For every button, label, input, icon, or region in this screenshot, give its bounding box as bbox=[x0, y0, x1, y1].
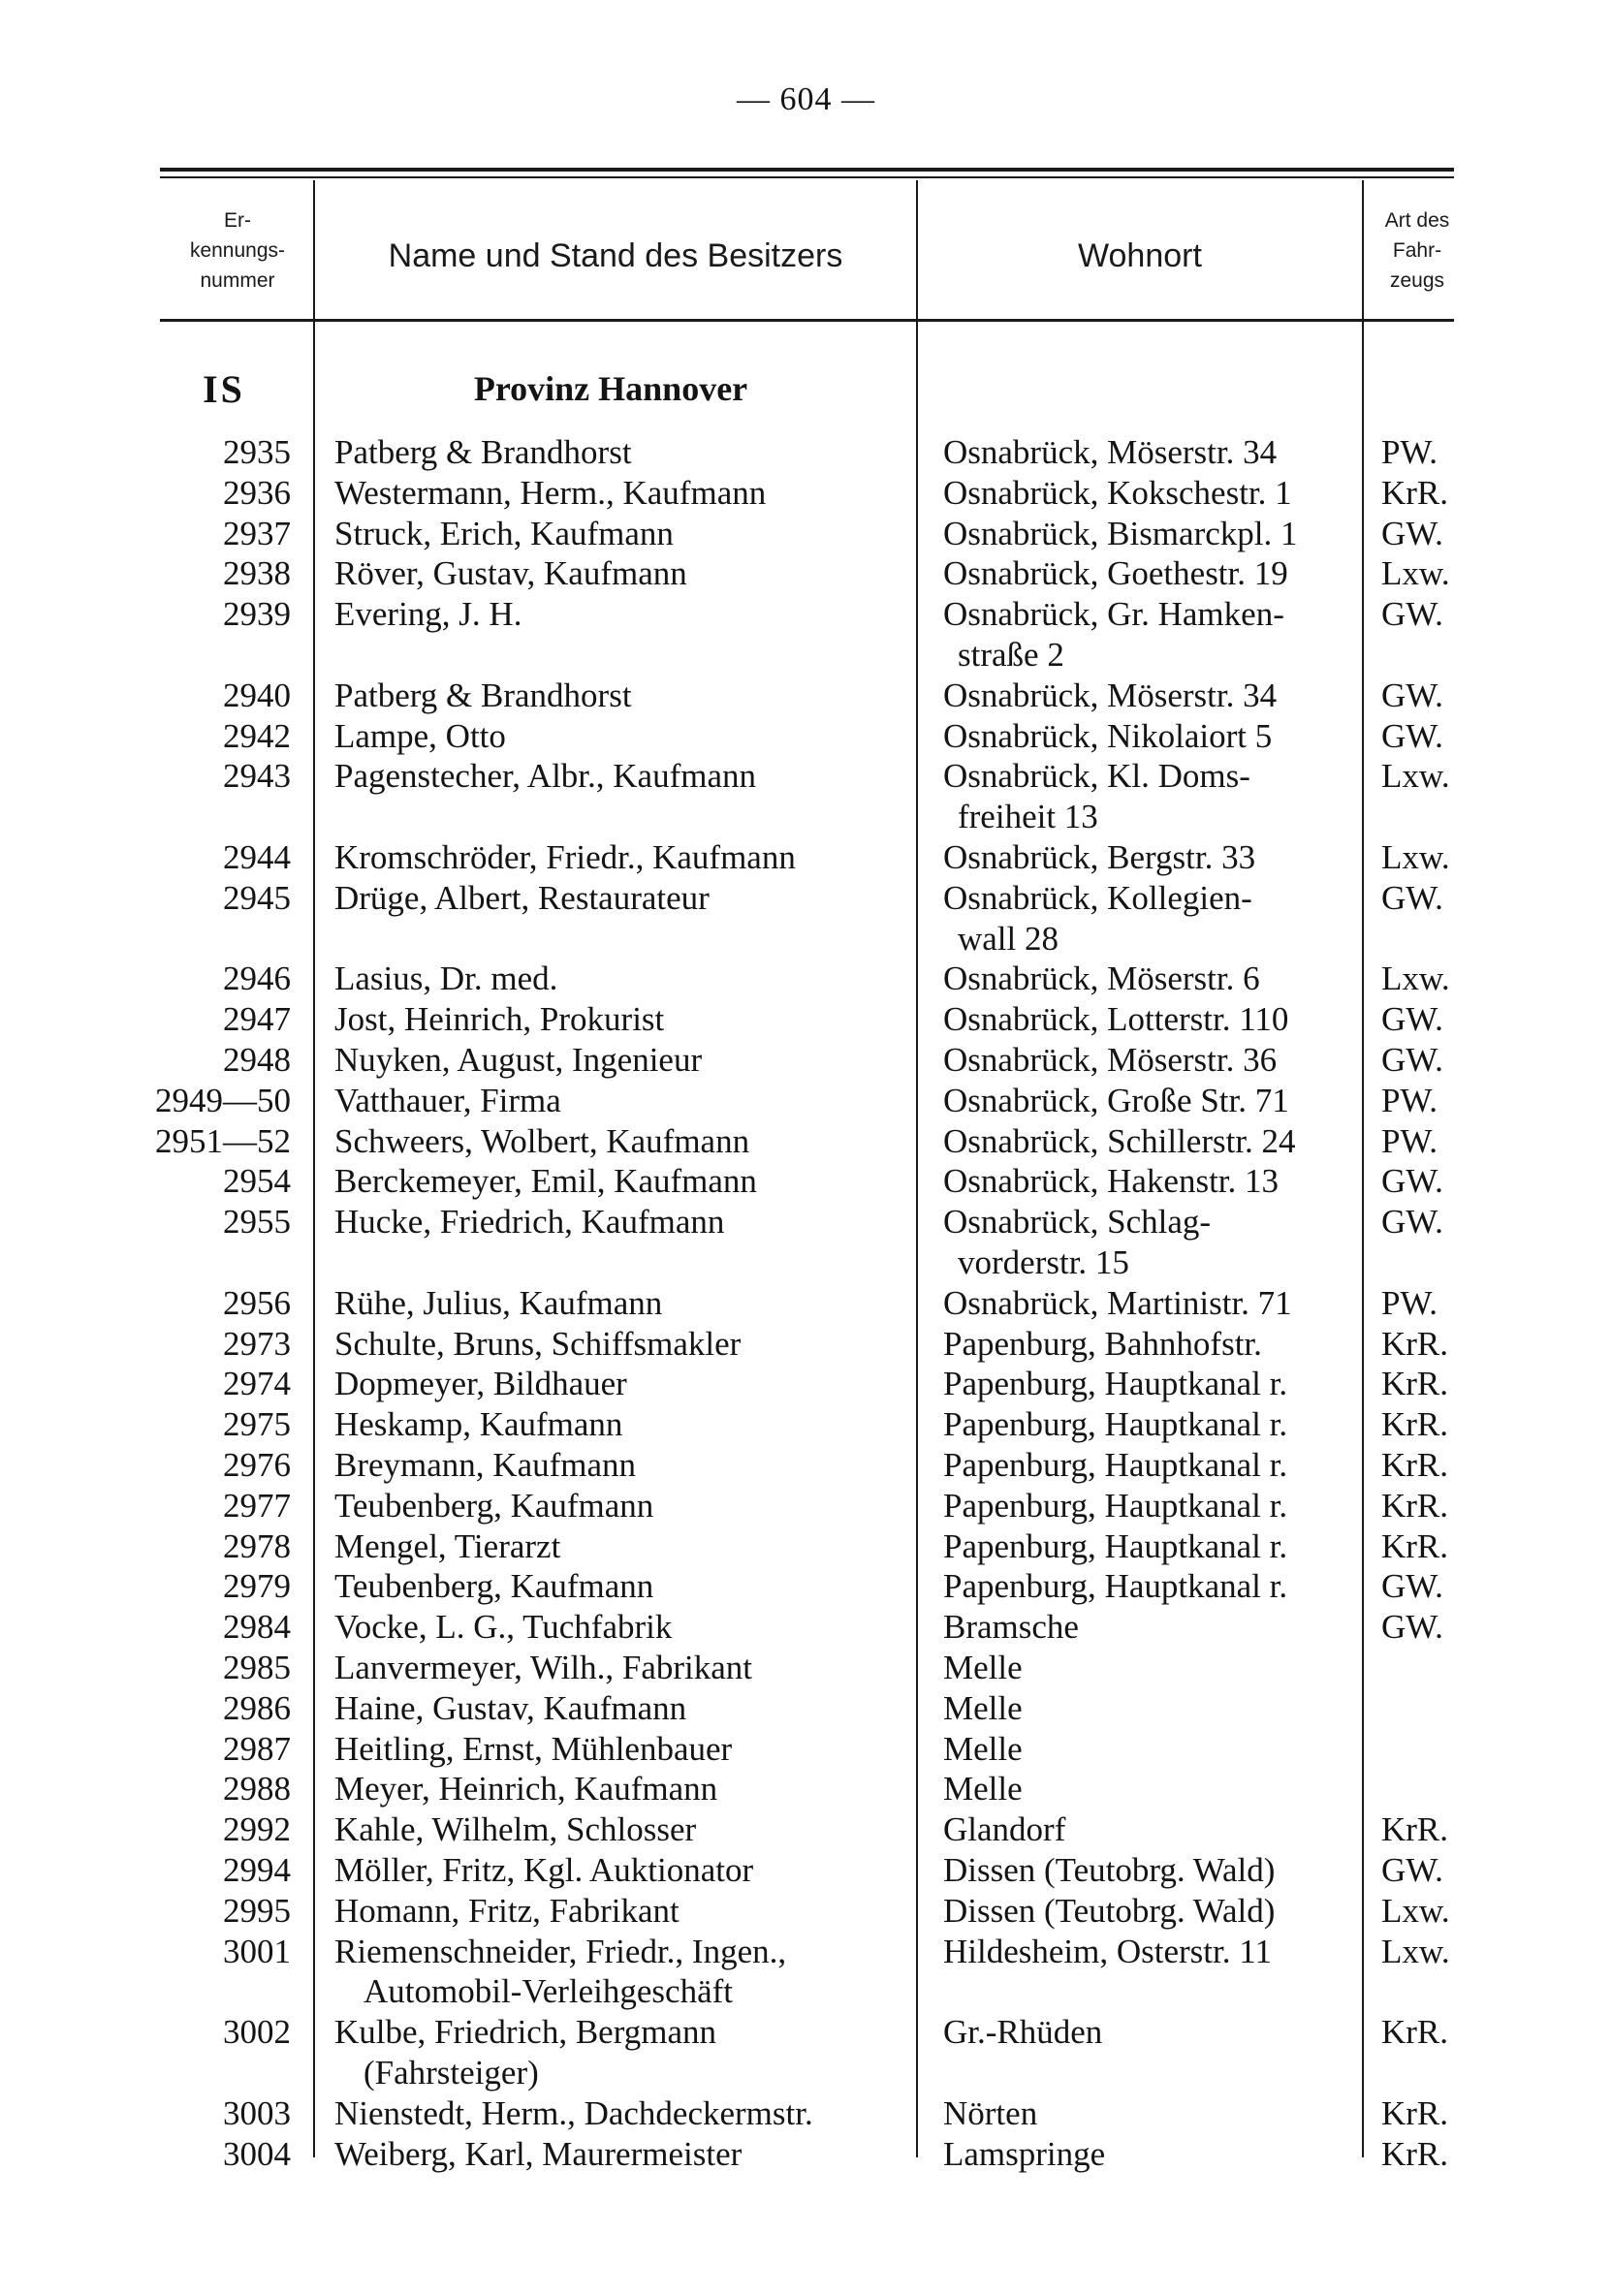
row-id-number: 2945 bbox=[223, 878, 291, 917]
row-residence: Papenburg, Hauptkanal r. bbox=[943, 1567, 1288, 1606]
row-id-number: 2987 bbox=[223, 1729, 291, 1768]
row-residence: Osnabrück, Gr. Hamken- bbox=[943, 595, 1284, 634]
row-owner: Jost, Heinrich, Prokurist bbox=[334, 1000, 665, 1039]
row-owner: Nienstedt, Herm., Dachdeckermstr. bbox=[334, 2093, 813, 2132]
row-residence: Osnabrück, Möserstr. 6 bbox=[943, 959, 1260, 998]
row-owner: Berckemeyer, Emil, Kaufmann bbox=[334, 1162, 757, 1201]
row-residence: Osnabrück, Martinistr. 71 bbox=[943, 1283, 1292, 1322]
row-id-number: 2956 bbox=[223, 1283, 291, 1322]
row-residence-continued: straße 2 bbox=[958, 636, 1064, 674]
row-id-number: 2986 bbox=[223, 1688, 291, 1727]
row-vehicle-type: GW. bbox=[1381, 1041, 1443, 1079]
row-residence-continued: wall 28 bbox=[958, 919, 1059, 958]
row-owner: Evering, J. H. bbox=[334, 595, 522, 634]
row-owner: Teubenberg, Kaufmann bbox=[334, 1486, 654, 1525]
row-id-number: 2935 bbox=[223, 433, 291, 471]
row-vehicle-type: KrR. bbox=[1381, 473, 1449, 512]
row-residence: Osnabrück, Kl. Doms- bbox=[943, 757, 1250, 796]
row-owner: Riemenschneider, Friedr., Ingen., bbox=[334, 1932, 787, 1970]
row-id-number: 2973 bbox=[223, 1324, 291, 1363]
row-residence: Papenburg, Hauptkanal r. bbox=[943, 1486, 1288, 1525]
row-vehicle-type: GW. bbox=[1381, 1851, 1443, 1889]
row-id-number: 2943 bbox=[223, 757, 291, 796]
row-residence: Melle bbox=[943, 1770, 1023, 1808]
row-id-number: 2984 bbox=[223, 1608, 291, 1647]
row-residence: Osnabrück, Schillerstr. 24 bbox=[943, 1121, 1296, 1160]
row-owner: Hucke, Friedrich, Kaufmann bbox=[334, 1203, 725, 1242]
row-id-number: 2947 bbox=[223, 1000, 291, 1039]
header-id-line-3: nummer bbox=[200, 269, 275, 292]
row-owner: Vatthauer, Firma bbox=[334, 1081, 561, 1119]
row-owner: Heitling, Ernst, Mühlenbauer bbox=[334, 1729, 733, 1768]
row-residence-continued: freiheit 13 bbox=[958, 798, 1098, 836]
row-residence: Osnabrück, Kollegien- bbox=[943, 878, 1252, 917]
row-residence: Glandorf bbox=[943, 1810, 1066, 1849]
row-owner-continued: Automobil-Verleihgeschäft bbox=[363, 1972, 734, 2011]
row-residence: Bramsche bbox=[943, 1608, 1079, 1647]
row-vehicle-type: KrR. bbox=[1381, 1526, 1449, 1565]
row-residence: Osnabrück, Hakenstr. 13 bbox=[943, 1162, 1280, 1201]
row-owner: Möller, Fritz, Kgl. Auktionator bbox=[334, 1851, 754, 1889]
row-residence: Papenburg, Hauptkanal r. bbox=[943, 1365, 1288, 1403]
row-owner: Pagenstecher, Albr., Kaufmann bbox=[334, 757, 757, 796]
row-owner: Dopmeyer, Bildhauer bbox=[334, 1365, 627, 1403]
row-owner: Struck, Erich, Kaufmann bbox=[334, 514, 674, 552]
row-id-number: 2994 bbox=[223, 1851, 291, 1889]
row-vehicle-type: Lxw. bbox=[1381, 757, 1450, 796]
row-vehicle-type: Lxw. bbox=[1381, 959, 1450, 998]
row-owner: Breymann, Kaufmann bbox=[334, 1446, 637, 1484]
row-residence: Papenburg, Bahnhofstr. bbox=[943, 1324, 1262, 1363]
row-vehicle-type: KrR. bbox=[1381, 2134, 1449, 2173]
row-residence: Dissen (Teutobrg. Wald) bbox=[943, 1851, 1276, 1889]
row-vehicle-type: KrR. bbox=[1381, 2093, 1449, 2132]
page-number: — 604 — bbox=[737, 81, 875, 117]
row-owner: Nuyken, August, Ingenieur bbox=[334, 1041, 703, 1079]
row-owner: Westermann, Herm., Kaufmann bbox=[334, 473, 767, 512]
row-id-number: 2936 bbox=[223, 473, 291, 512]
row-id-number: 2948 bbox=[223, 1041, 291, 1079]
row-residence: Hildesheim, Osterstr. 11 bbox=[943, 1932, 1272, 1970]
section-code: IS bbox=[203, 367, 245, 411]
row-id-number: 3002 bbox=[223, 2013, 291, 2052]
row-id-number: 2995 bbox=[223, 1891, 291, 1930]
row-residence: Melle bbox=[943, 1688, 1023, 1727]
row-owner: Kulbe, Friedrich, Bergmann bbox=[334, 2013, 716, 2052]
row-residence: Osnabrück, Bergstr. 33 bbox=[943, 838, 1256, 876]
row-id-number: 2949—50 bbox=[155, 1081, 291, 1119]
row-vehicle-type: GW. bbox=[1381, 676, 1443, 714]
header-type-line-3: zeugs bbox=[1389, 269, 1445, 292]
row-residence: Melle bbox=[943, 1649, 1023, 1686]
row-residence: Nörten bbox=[943, 2093, 1038, 2132]
row-id-number: 3001 bbox=[223, 1932, 291, 1970]
row-id-number: 2974 bbox=[223, 1365, 291, 1403]
row-id-number: 2951—52 bbox=[155, 1121, 291, 1160]
row-id-number: 2992 bbox=[223, 1810, 291, 1849]
row-owner-continued: (Fahrsteiger) bbox=[363, 2054, 539, 2092]
row-vehicle-type: PW. bbox=[1381, 1283, 1438, 1322]
row-vehicle-type: PW. bbox=[1381, 1081, 1438, 1119]
row-vehicle-type: GW. bbox=[1381, 878, 1443, 917]
row-vehicle-type: KrR. bbox=[1381, 1405, 1449, 1444]
row-residence: Lamspringe bbox=[943, 2134, 1106, 2173]
header-type-line-2: Fahr- bbox=[1392, 239, 1442, 262]
row-owner: Teubenberg, Kaufmann bbox=[334, 1567, 654, 1606]
row-vehicle-type: KrR. bbox=[1381, 1446, 1449, 1484]
row-id-number: 2944 bbox=[223, 838, 291, 876]
row-id-number: 3004 bbox=[223, 2134, 291, 2173]
row-owner: Weiberg, Karl, Maurermeister bbox=[334, 2134, 743, 2173]
row-id-number: 2977 bbox=[223, 1486, 291, 1525]
row-vehicle-type: GW. bbox=[1381, 1567, 1443, 1606]
row-owner: Patberg & Brandhorst bbox=[334, 676, 632, 714]
row-vehicle-type: GW. bbox=[1381, 1203, 1443, 1242]
row-residence: Osnabrück, Bismarckpl. 1 bbox=[943, 514, 1298, 552]
row-owner: Röver, Gustav, Kaufmann bbox=[334, 554, 687, 593]
row-owner: Lampe, Otto bbox=[334, 716, 506, 755]
row-id-number: 2938 bbox=[223, 554, 291, 593]
row-vehicle-type: GW. bbox=[1381, 716, 1443, 755]
row-id-number: 2976 bbox=[223, 1446, 291, 1484]
row-residence: Melle bbox=[943, 1729, 1023, 1768]
row-owner: Schweers, Wolbert, Kaufmann bbox=[334, 1121, 750, 1160]
row-residence: Osnabrück, Möserstr. 34 bbox=[943, 676, 1278, 714]
row-owner: Drüge, Albert, Restaurateur bbox=[334, 878, 710, 917]
header-id-line-1: Er- bbox=[224, 209, 251, 232]
row-vehicle-type: KrR. bbox=[1381, 1365, 1449, 1403]
row-residence: Osnabrück, Lotterstr. 110 bbox=[943, 1000, 1289, 1039]
row-id-number: 2979 bbox=[223, 1567, 291, 1606]
row-id-number: 2937 bbox=[223, 514, 291, 552]
row-vehicle-type: KrR. bbox=[1381, 1486, 1449, 1525]
row-vehicle-type: Lxw. bbox=[1381, 554, 1450, 593]
header-owner: Name und Stand des Besitzers bbox=[388, 237, 843, 274]
row-owner: Meyer, Heinrich, Kaufmann bbox=[334, 1770, 718, 1808]
row-vehicle-type: Lxw. bbox=[1381, 1891, 1450, 1930]
row-vehicle-type: KrR. bbox=[1381, 1324, 1449, 1363]
row-id-number: 2988 bbox=[223, 1770, 291, 1808]
row-id-number: 2955 bbox=[223, 1203, 291, 1242]
row-owner: Mengel, Tierarzt bbox=[334, 1526, 561, 1565]
row-owner: Vocke, L. G., Tuchfabrik bbox=[334, 1608, 673, 1647]
row-id-number: 2978 bbox=[223, 1526, 291, 1565]
row-vehicle-type: KrR. bbox=[1381, 2013, 1449, 2052]
row-residence: Osnabrück, Kokschestr. 1 bbox=[943, 473, 1292, 512]
row-residence: Papenburg, Hauptkanal r. bbox=[943, 1526, 1288, 1565]
row-id-number: 2985 bbox=[223, 1649, 291, 1686]
row-owner: Patberg & Brandhorst bbox=[334, 433, 632, 471]
row-id-number: 2939 bbox=[223, 595, 291, 634]
row-owner: Schulte, Bruns, Schiffsmakler bbox=[334, 1324, 742, 1363]
section-title: Provinz Hannover bbox=[473, 369, 748, 408]
row-id-number: 2946 bbox=[223, 959, 291, 998]
row-owner: Kahle, Wilhelm, Schlosser bbox=[334, 1810, 697, 1849]
header-id-line-2: kennungs- bbox=[189, 239, 286, 262]
row-vehicle-type: GW. bbox=[1381, 595, 1443, 634]
row-residence: Osnabrück, Große Str. 71 bbox=[943, 1081, 1289, 1119]
row-owner: Haine, Gustav, Kaufmann bbox=[334, 1688, 687, 1727]
row-residence: Gr.-Rhüden bbox=[943, 2013, 1103, 2052]
row-vehicle-type: PW. bbox=[1381, 433, 1438, 471]
row-residence: Osnabrück, Goethestr. 19 bbox=[943, 554, 1288, 593]
row-vehicle-type: Lxw. bbox=[1381, 838, 1450, 876]
row-vehicle-type: GW. bbox=[1381, 1608, 1443, 1647]
row-vehicle-type: GW. bbox=[1381, 1162, 1443, 1201]
row-vehicle-type: PW. bbox=[1381, 1121, 1438, 1160]
row-residence: Osnabrück, Schlag- bbox=[943, 1203, 1212, 1242]
row-vehicle-type: GW. bbox=[1381, 1000, 1443, 1039]
row-residence: Papenburg, Hauptkanal r. bbox=[943, 1446, 1288, 1484]
row-residence-continued: vorderstr. 15 bbox=[958, 1243, 1129, 1281]
row-owner: Homann, Fritz, Fabrikant bbox=[334, 1891, 680, 1930]
header-type-line-1: Art des bbox=[1384, 209, 1450, 232]
row-id-number: 3003 bbox=[223, 2093, 291, 2132]
row-id-number: 2954 bbox=[223, 1162, 291, 1201]
row-owner: Kromschröder, Friedr., Kaufmann bbox=[334, 838, 796, 876]
row-residence: Dissen (Teutobrg. Wald) bbox=[943, 1891, 1276, 1930]
row-id-number: 2942 bbox=[223, 716, 291, 755]
row-owner: Lasius, Dr. med. bbox=[334, 959, 558, 998]
row-residence: Papenburg, Hauptkanal r. bbox=[943, 1405, 1288, 1444]
row-residence: Osnabrück, Nikolaiort 5 bbox=[943, 716, 1273, 755]
row-id-number: 2940 bbox=[223, 676, 291, 714]
header-residence: Wohnort bbox=[1078, 237, 1202, 274]
row-owner: Heskamp, Kaufmann bbox=[334, 1405, 623, 1444]
row-vehicle-type: KrR. bbox=[1381, 1810, 1449, 1849]
row-residence: Osnabrück, Möserstr. 36 bbox=[943, 1041, 1278, 1079]
row-vehicle-type: Lxw. bbox=[1381, 1932, 1450, 1970]
row-vehicle-type: GW. bbox=[1381, 514, 1443, 552]
row-owner: Lanvermeyer, Wilh., Fabrikant bbox=[334, 1649, 752, 1686]
row-owner: Rühe, Julius, Kaufmann bbox=[334, 1283, 663, 1322]
row-residence: Osnabrück, Möserstr. 34 bbox=[943, 433, 1278, 471]
row-id-number: 2975 bbox=[223, 1405, 291, 1444]
